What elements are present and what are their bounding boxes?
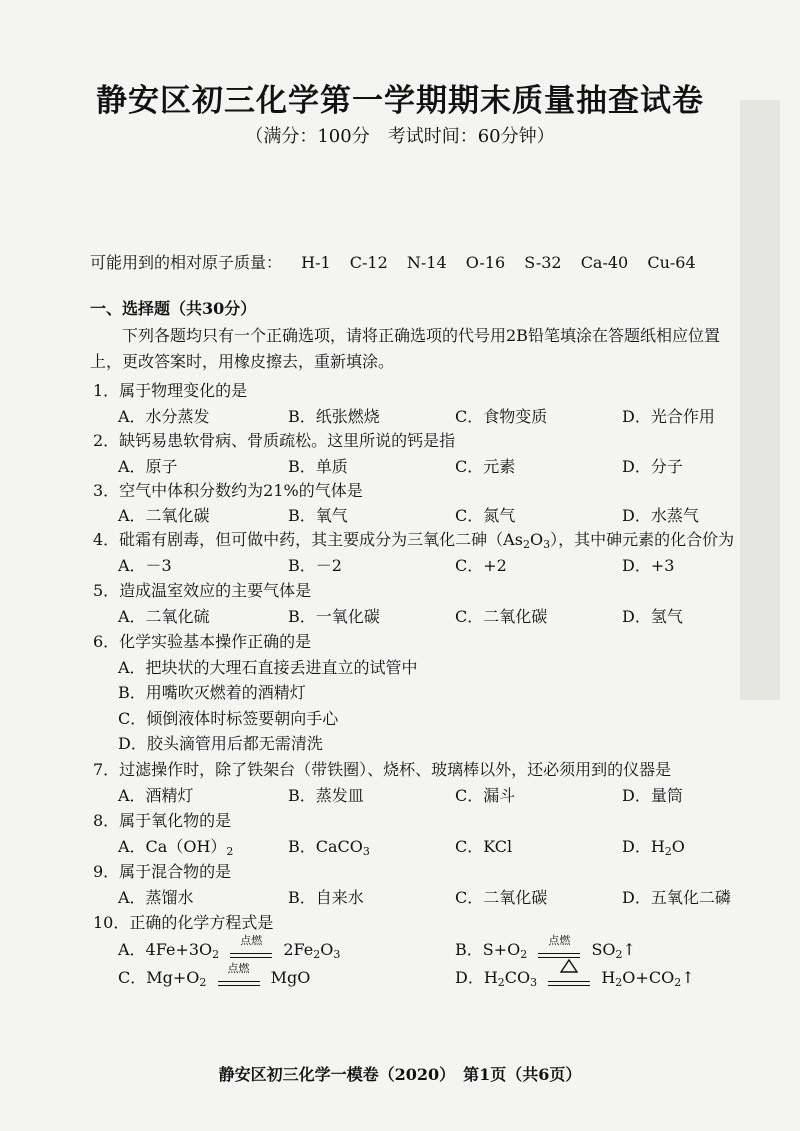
question-stem: 5．造成温室效应的主要气体是 bbox=[93, 581, 312, 600]
atomic-mass-item: Cu-64 bbox=[647, 253, 696, 272]
page-subtitle: （满分：100分 考试时间：60分钟） bbox=[245, 126, 555, 147]
option-b: B．单质 bbox=[288, 457, 348, 476]
option-b: B．自来水 bbox=[288, 888, 364, 907]
option-a: A．水分蒸发 bbox=[118, 407, 210, 426]
option-a: A．蒸馏水 bbox=[118, 888, 194, 907]
section-instruction: 下列各题均只有一个正确选项，请将正确选项的代号用2B铅笔填涂在答题纸相应位置上，更改答案时，用橡皮擦去，重新填涂。 bbox=[90, 326, 720, 371]
option-text: O+CO bbox=[622, 968, 675, 987]
condition-equals-sign bbox=[536, 933, 582, 961]
subscript: 3 bbox=[543, 538, 551, 551]
option-text: B．CaCO bbox=[288, 837, 363, 856]
question-stem: 7．过滤操作时，除了铁架台（带铁圈）、烧杯、玻璃棒以外，还必须用到的仪器是 bbox=[93, 760, 672, 779]
option-c: C．二氧化碳 bbox=[455, 607, 548, 626]
option-d: D．胶头滴管用后都无需清洗 bbox=[118, 734, 323, 753]
option-text: C．Mg+O bbox=[118, 968, 200, 987]
option-d: D．水蒸气 bbox=[622, 506, 699, 525]
option-c: C．+2 bbox=[455, 556, 507, 575]
condition-label: 点燃 bbox=[240, 933, 263, 947]
option-text: ↑ bbox=[681, 968, 695, 987]
option-d bbox=[455, 965, 695, 989]
question-stem: 1．属于物理变化的是 bbox=[93, 381, 248, 400]
subscript: 2 bbox=[615, 976, 623, 989]
question-stem bbox=[93, 527, 734, 551]
option-a: A．二氧化硫 bbox=[118, 607, 210, 626]
condition-label: 点燃 bbox=[548, 933, 571, 947]
subscript: 2 bbox=[199, 976, 207, 989]
subscript: 2 bbox=[615, 948, 623, 961]
option-c: C．氮气 bbox=[455, 506, 516, 525]
option-d: D．+3 bbox=[622, 556, 675, 575]
option-b: B．氧气 bbox=[288, 506, 348, 525]
option-b: B．纸张燃烧 bbox=[288, 407, 380, 426]
subscript: 3 bbox=[333, 948, 341, 961]
option-c: C．二氧化碳 bbox=[455, 888, 548, 907]
option-d: D．五氧化二磷 bbox=[622, 888, 731, 907]
condition-equals-sign bbox=[216, 961, 262, 989]
atomic-mass-item: C-12 bbox=[349, 253, 388, 272]
subscript: 2 bbox=[212, 948, 220, 961]
subscript: 2 bbox=[497, 976, 505, 989]
question-stem: 10．正确的化学方程式是 bbox=[93, 913, 274, 932]
option-text: O bbox=[671, 837, 685, 856]
subscript: 2 bbox=[674, 976, 682, 989]
option-text: ↑ bbox=[622, 940, 636, 959]
subscript: 2 bbox=[226, 845, 234, 858]
subscript: 2 bbox=[522, 538, 530, 551]
atomic-mass-item: O-16 bbox=[465, 253, 506, 272]
condition-equals-sign bbox=[228, 933, 274, 961]
atomic-mass-item: H-1 bbox=[301, 253, 331, 272]
option-c: C．倾倒液体时标签要朝向手心 bbox=[118, 709, 339, 728]
atomic-mass-item: Ca-40 bbox=[580, 253, 629, 272]
atomic-masses bbox=[90, 250, 696, 273]
option-c bbox=[118, 961, 311, 989]
section-title: 一、选择题（共30分） bbox=[90, 299, 257, 318]
condition-label: 点燃 bbox=[227, 961, 250, 975]
heat-condition-sign bbox=[546, 969, 592, 989]
option-a bbox=[118, 933, 341, 961]
page-footer: 静安区初三化学一模卷（2020） 第1页（共6页） bbox=[218, 1065, 582, 1084]
question-stem: 9．属于混合物的是 bbox=[93, 862, 232, 881]
stem-part: ），其中砷元素的化合价为 bbox=[550, 530, 735, 549]
option-a: A．把块状的大理石直接丢进直立的试管中 bbox=[118, 658, 418, 677]
option-b: B．－2 bbox=[288, 556, 342, 575]
option-a bbox=[118, 834, 233, 858]
option-d: D．光合作用 bbox=[622, 407, 715, 426]
atomic-masses-label: 可能用到的相对原子质量： bbox=[90, 253, 283, 272]
option-d bbox=[622, 834, 685, 858]
option-c: C．元素 bbox=[455, 457, 516, 476]
heat-triangle-icon bbox=[560, 959, 578, 973]
option-a: A．原子 bbox=[118, 457, 178, 476]
atomic-mass-item: S-32 bbox=[524, 253, 562, 272]
option-text: 2Fe bbox=[283, 940, 314, 959]
question-stem: 6．化学实验基本操作正确的是 bbox=[93, 632, 312, 651]
option-d: D．量筒 bbox=[622, 786, 683, 805]
option-text: CO bbox=[504, 968, 531, 987]
stem-part: 4．砒霜有剧毒，但可做中药，其主要成分为三氧化二砷（As bbox=[93, 530, 523, 549]
option-text: SO bbox=[591, 940, 616, 959]
option-b bbox=[288, 834, 370, 858]
option-c: C．漏斗 bbox=[455, 786, 516, 805]
subscript: 2 bbox=[313, 948, 321, 961]
question-stem: 2．缺钙易患软骨病、骨质疏松。这里所说的钙是指 bbox=[93, 431, 456, 450]
stem-part: O bbox=[529, 530, 544, 549]
subscript: 2 bbox=[664, 845, 672, 858]
option-text: A．Ca（OH） bbox=[118, 837, 227, 856]
option-text: A．4Fe+3O bbox=[118, 940, 213, 959]
option-text: H bbox=[601, 968, 616, 987]
option-text: B．S+O bbox=[455, 940, 521, 959]
option-b: B．蒸发皿 bbox=[288, 786, 364, 805]
scan-noise bbox=[740, 100, 780, 700]
subscript: 3 bbox=[362, 845, 370, 858]
option-b: B．用嘴吹灭燃着的酒精灯 bbox=[118, 683, 306, 702]
option-c: C．食物变质 bbox=[455, 407, 548, 426]
option-text: D．H bbox=[455, 968, 498, 987]
question-stem: 3．空气中体积分数约为21%的气体是 bbox=[93, 481, 363, 500]
option-text: O bbox=[320, 940, 334, 959]
option-b bbox=[455, 933, 636, 961]
question-stem: 8．属于氧化物的是 bbox=[93, 811, 232, 830]
option-d: D．氢气 bbox=[622, 607, 683, 626]
subscript: 2 bbox=[520, 948, 528, 961]
option-a: A．二氧化碳 bbox=[118, 506, 210, 525]
option-a: A．－3 bbox=[118, 556, 172, 575]
option-text: D．H bbox=[622, 837, 665, 856]
atomic-mass-item: N-14 bbox=[406, 253, 447, 272]
option-c: C．KCl bbox=[455, 837, 513, 856]
option-b: B．一氧化碳 bbox=[288, 607, 380, 626]
option-a: A．酒精灯 bbox=[118, 786, 194, 805]
page-title: 静安区初三化学第一学期期末质量抽查试卷 bbox=[96, 83, 704, 119]
subscript: 3 bbox=[530, 976, 538, 989]
option-text: MgO bbox=[270, 968, 311, 987]
option-d: D．分子 bbox=[622, 457, 683, 476]
